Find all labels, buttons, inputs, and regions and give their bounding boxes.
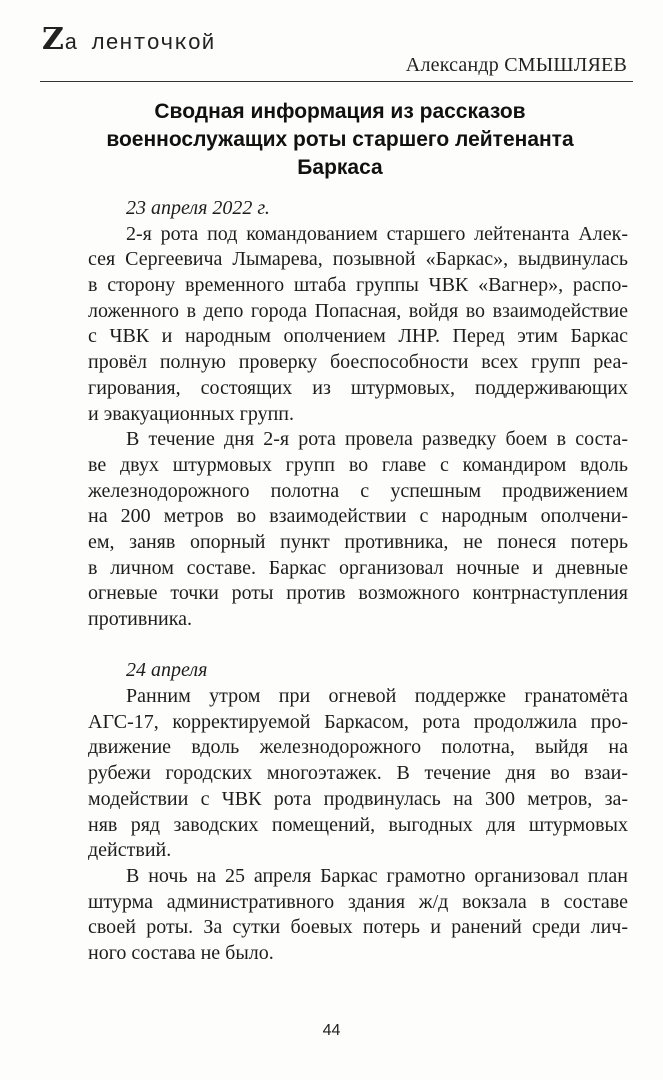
text-line: провёл полную проверку боеспособности всех групп реа- bbox=[88, 351, 628, 374]
text-line: ем, заняв опорный пункт противника, не понеся потерь bbox=[88, 530, 628, 553]
text-line: АГС-17, корректируемой Баркасом, рота продолжила про- bbox=[88, 710, 628, 733]
running-header-author: Александр СМЫШЛЯЕВ bbox=[405, 54, 627, 76]
text-line: действий. bbox=[88, 839, 172, 862]
chapter-title-line: Баркаса bbox=[297, 156, 383, 179]
running-header-series bbox=[42, 22, 215, 57]
text-line: движение вдоль железнодорожного полотна, выйдя на bbox=[88, 736, 628, 759]
text-line: В течение дня 2-я рота провела разведку боем в соста- bbox=[126, 428, 628, 451]
text-line: огневые точки роты против возможного контрнаступления bbox=[88, 582, 628, 605]
text-line: модействии с ЧВК рота продвинулась на 300 метров, за- bbox=[88, 787, 628, 810]
text-line: Ранним утром при огневой поддержке гранатомёта bbox=[126, 685, 628, 708]
entry-date: 24 апреля bbox=[126, 659, 208, 682]
section-gap bbox=[88, 633, 628, 659]
text-line: сея Сергеевича Лымарева, позывной «Баркас», выдвинулась bbox=[88, 248, 628, 271]
text-line: ве двух штурмовых групп во главе с командиром вдоль bbox=[88, 453, 628, 476]
text-line: железнодорожного полотна с успешным продвижением bbox=[88, 479, 628, 502]
text-line: и эвакуационных групп. bbox=[88, 402, 294, 425]
text-line: с ЧВК и народным ополчением ЛНР. Перед этим Баркас bbox=[88, 325, 628, 348]
series-initial: Z bbox=[42, 22, 65, 57]
text-line: в сторону временного штаба группы ЧВК «Вагнер», распо- bbox=[88, 274, 628, 297]
text-line: няв ряд заводских помещений, выгодных для штурмовых bbox=[88, 813, 628, 836]
body-text bbox=[88, 196, 628, 967]
text-line: в личном составе. Баркас организовал ночные и дневные bbox=[88, 556, 628, 579]
text-line: ложенного в депо города Попасная, войдя во взаимодействие bbox=[88, 299, 628, 322]
text-line: 2-я рота под командованием старшего лейтенанта Алек- bbox=[126, 222, 628, 245]
text-line: В ночь на 25 апреля Баркас грамотно организовал план bbox=[126, 864, 628, 887]
header-divider bbox=[40, 81, 633, 82]
text-line: своей роты. За сутки боевых потерь и ранений среди лич- bbox=[88, 916, 628, 939]
text-line: противника. bbox=[88, 608, 193, 630]
chapter-title bbox=[80, 98, 600, 182]
text-line: гирования, состоящих из штурмовых, поддерживающих bbox=[88, 376, 628, 399]
text-line: на 200 метров во взаимодействии с народным ополчени- bbox=[88, 505, 628, 528]
text-line: штурма административного здания ж/д вокзала в составе bbox=[88, 890, 628, 913]
chapter-title-line: Сводная информация из рассказов bbox=[154, 100, 526, 123]
text-line: ного состава не было. bbox=[88, 941, 274, 964]
page-number: 44 bbox=[322, 1022, 341, 1039]
chapter-title-line: военнослужащих роты старшего лейтенанта bbox=[106, 128, 574, 151]
series-title: а ленточкой bbox=[64, 31, 216, 56]
text-line: рубежи городских многоэтажек. В течение дня во взаи- bbox=[88, 762, 628, 785]
entry-date: 23 апреля 2022 г. bbox=[126, 197, 270, 219]
